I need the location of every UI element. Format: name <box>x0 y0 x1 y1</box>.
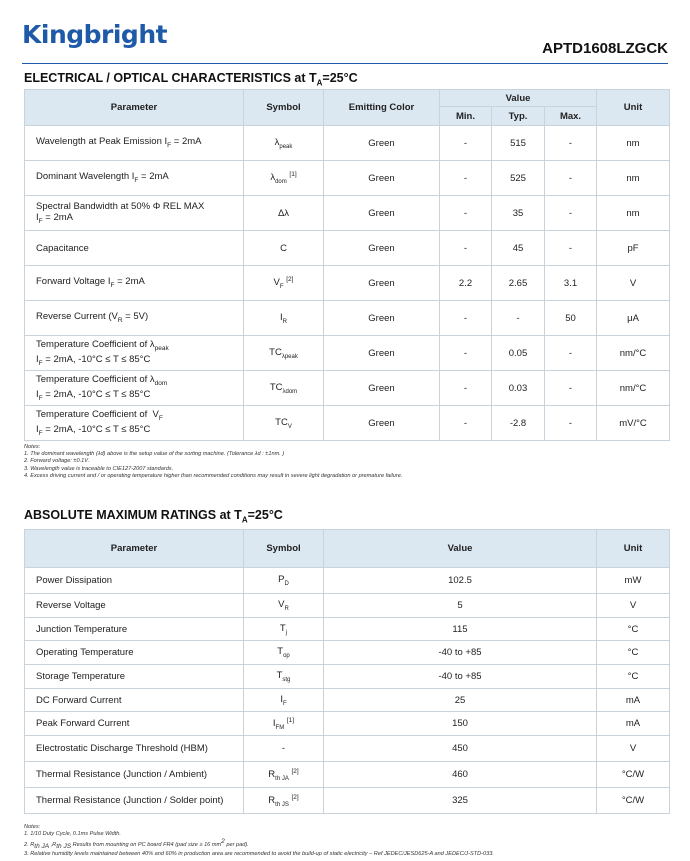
table-row <box>25 161 670 196</box>
emitting-color-cell: Green <box>324 266 440 301</box>
min-value-cell: - <box>440 406 492 441</box>
col-header-max: Max. <box>545 107 597 126</box>
typ-value-cell: 2.65 <box>492 266 545 301</box>
value-cell: 450 <box>324 736 597 762</box>
symbol-cell: $T_j$ <box>244 617 324 641</box>
table-row <box>25 788 670 814</box>
unit-cell: V <box>597 594 670 618</box>
symbol-cell: $I_R$ <box>244 301 324 336</box>
note-line: 2. Forward voltage: ±0.1V. <box>24 458 90 465</box>
max-value-cell: 3.1 <box>545 266 597 301</box>
min-value-cell: - <box>440 126 492 161</box>
unit-cell: °C/W <box>597 762 670 788</box>
brand-logo: Kingbright <box>22 20 168 49</box>
unit-cell: nm <box>597 126 670 161</box>
unit-cell: °C <box>597 617 670 641</box>
unit-cell: °C <box>597 665 670 689</box>
max-value-cell: - <box>545 371 597 406</box>
electrical-notes <box>24 444 402 480</box>
max-value-cell: - <box>545 406 597 441</box>
value-cell: -40 to +85 <box>324 665 597 689</box>
symbol-cell: Δλ <box>244 196 324 231</box>
col-header-unit: Unit <box>597 530 670 568</box>
typ-value-cell: 0.05 <box>492 336 545 371</box>
unit-cell: nm <box>597 196 670 231</box>
symbol-cell: $T_{op}$ <box>244 641 324 665</box>
electrical-table-body <box>25 126 670 441</box>
note-line: 3. Relative humidity levels maintained between 40% and 60% in production area are recommended to avoid the build-up of static electricity – Ref JEDEC/JESD625-A and JEDEC/J-STD-033. <box>24 850 494 857</box>
unit-cell: nm <box>597 161 670 196</box>
unit-cell: μA <box>597 301 670 336</box>
parameter-cell: Power Dissipation <box>25 568 244 594</box>
unit-cell: mA <box>597 712 670 736</box>
symbol-cell: $\lambda_{dom}$ [1] <box>244 161 324 196</box>
table-row <box>25 762 670 788</box>
col-header-value: Value <box>440 90 597 107</box>
note-line: 3. Wavelength value is traceable to CIE127-2007 standards. <box>24 465 174 472</box>
symbol-cell: $I_F$ <box>244 688 324 712</box>
unit-cell: °C/W <box>597 788 670 814</box>
unit-cell: nm/°C <box>597 371 670 406</box>
notes-heading: Notes: <box>24 444 41 450</box>
header-divider <box>22 63 668 64</box>
emitting-color-cell: Green <box>324 301 440 336</box>
value-cell: 460 <box>324 762 597 788</box>
value-cell: 115 <box>324 617 597 641</box>
table-row <box>25 231 670 266</box>
typ-value-cell: 525 <box>492 161 545 196</box>
symbol-cell: $T_{stg}$ <box>244 665 324 689</box>
parameter-cell: Operating Temperature <box>25 641 244 665</box>
symbol-cell: $TC_{\lambda dom}$ <box>244 371 324 406</box>
symbol-cell: $TC_V$ <box>244 406 324 441</box>
typ-value-cell: -2.8 <box>492 406 545 441</box>
parameter-cell: Capacitance <box>25 231 244 266</box>
parameter-cell: Reverse Voltage <box>25 594 244 618</box>
table-row <box>25 301 670 336</box>
unit-cell: pF <box>597 231 670 266</box>
part-number: APTD1608LZGCK <box>542 40 668 57</box>
electrical-section-title: ELECTRICAL / OPTICAL CHARACTERISTICS at $T_A=25^\circ C$ <box>24 71 358 88</box>
symbol-cell: $TC_{\lambda peak}$ <box>244 336 324 371</box>
notes-heading: Notes: <box>24 824 41 830</box>
table-row <box>25 665 670 689</box>
symbol-cell: $P_D$ <box>244 568 324 594</box>
max-value-cell: - <box>545 336 597 371</box>
table-row <box>25 617 670 641</box>
max-value-cell: - <box>545 161 597 196</box>
min-value-cell: - <box>440 196 492 231</box>
emitting-color-cell: Green <box>324 406 440 441</box>
note-line: 1. 1/10 Duty Cycle, 0.1ms Pulse Width. <box>24 831 121 838</box>
table-row <box>25 568 670 594</box>
value-cell: -40 to +85 <box>324 641 597 665</box>
unit-cell: V <box>597 736 670 762</box>
absolute-table-body <box>25 568 670 814</box>
max-value-cell: - <box>545 126 597 161</box>
symbol-cell: $I_{FM}$ [1] <box>244 712 324 736</box>
typ-value-cell: 0.03 <box>492 371 545 406</box>
table-row <box>25 594 670 618</box>
col-header-emitting-color: Emitting Color <box>324 90 440 126</box>
absolute-section-title: ABSOLUTE MAXIMUM RATINGS at $T_A=25^\circ C$ <box>24 508 283 525</box>
col-header-typ: Typ. <box>492 107 545 126</box>
note-line: 2. $R_{th JA}$ $,R_{th JS}$ Results from mounting on PC board FR4 (pad size ≥ 16 $mm^2$ per pad). <box>24 838 249 851</box>
unit-cell: mA <box>597 688 670 712</box>
max-value-cell: - <box>545 231 597 266</box>
parameter-cell: Electrostatic Discharge Threshold (HBM) <box>25 736 244 762</box>
col-header-parameter: Parameter <box>25 90 244 126</box>
typ-value-cell: - <box>492 301 545 336</box>
absolute-maximum-ratings-table <box>24 529 670 814</box>
typ-value-cell: 515 <box>492 126 545 161</box>
unit-cell: mV/°C <box>597 406 670 441</box>
col-header-parameter: Parameter <box>25 530 244 568</box>
min-value-cell: - <box>440 371 492 406</box>
typ-value-cell: 35 <box>492 196 545 231</box>
max-value-cell: 50 <box>545 301 597 336</box>
parameter-cell: Temperature Coefficient of $V_F$ $I_F = 2mA$, -10°C ≤ T ≤ 85°C <box>25 406 244 441</box>
table-row <box>25 641 670 665</box>
symbol-cell: C <box>244 231 324 266</box>
typ-value-cell: 45 <box>492 231 545 266</box>
parameter-cell: Dominant Wavelength $I_F = 2mA$ <box>25 161 244 196</box>
parameter-cell: Wavelength at Peak Emission $I_F = 2mA$ <box>25 126 244 161</box>
symbol-cell: $R_{th JA}$ [2] <box>244 762 324 788</box>
table-row <box>25 688 670 712</box>
unit-cell: mW <box>597 568 670 594</box>
value-cell: 102.5 <box>324 568 597 594</box>
table-row <box>25 126 670 161</box>
max-value-cell: - <box>545 196 597 231</box>
table-row <box>25 266 670 301</box>
note-line: 1. The dominant wavelength (λd) above is the setup value of the sorting machine. (Tolerance λd : ±1nm. ) <box>24 451 285 458</box>
emitting-color-cell: Green <box>324 196 440 231</box>
absolute-notes <box>24 824 494 858</box>
parameter-cell: Spectral Bandwidth at 50% Φ REL MAX $I_F = 2mA$ <box>25 196 244 231</box>
symbol-cell: $R_{th JS}$ [2] <box>244 788 324 814</box>
table-row <box>25 336 670 371</box>
parameter-cell: Peak Forward Current <box>25 712 244 736</box>
parameter-cell: Thermal Resistance (Junction / Ambient) <box>25 762 244 788</box>
table-row <box>25 406 670 441</box>
note-line: 4. Excess driving current and / or operating temperature higher than recommended conditions may result in severe light degradation or premature failure. <box>24 472 403 479</box>
col-header-unit: Unit <box>597 90 670 126</box>
symbol-cell: $V_R$ <box>244 594 324 618</box>
symbol-cell: - <box>244 736 324 762</box>
value-cell: 25 <box>324 688 597 712</box>
emitting-color-cell: Green <box>324 231 440 266</box>
col-header-min: Min. <box>440 107 492 126</box>
unit-cell: nm/°C <box>597 336 670 371</box>
unit-cell: °C <box>597 641 670 665</box>
min-value-cell: - <box>440 231 492 266</box>
min-value-cell: - <box>440 161 492 196</box>
parameter-cell: DC Forward Current <box>25 688 244 712</box>
electrical-characteristics-table <box>24 89 670 441</box>
symbol-cell: $V_F$ [2] <box>244 266 324 301</box>
value-cell: 150 <box>324 712 597 736</box>
parameter-cell: Temperature Coefficient of $\lambda_{dom}$ $I_F = 2mA$, -10°C ≤ T ≤ 85°C <box>25 371 244 406</box>
parameter-cell: Forward Voltage $I_F = 2mA$ <box>25 266 244 301</box>
col-header-symbol: Symbol <box>244 530 324 568</box>
table-row <box>25 196 670 231</box>
emitting-color-cell: Green <box>324 126 440 161</box>
table-row <box>25 371 670 406</box>
col-header-value: Value <box>324 530 597 568</box>
parameter-cell: Temperature Coefficient of $\lambda_{peak}$ $I_F = 2mA$, -10°C ≤ T ≤ 85°C <box>25 336 244 371</box>
emitting-color-cell: Green <box>324 371 440 406</box>
parameter-cell: Reverse Current $(V_R = 5V)$ <box>25 301 244 336</box>
unit-cell: V <box>597 266 670 301</box>
parameter-cell: Storage Temperature <box>25 665 244 689</box>
table-row <box>25 712 670 736</box>
table-row <box>25 736 670 762</box>
value-cell: 325 <box>324 788 597 814</box>
col-header-symbol: Symbol <box>244 90 324 126</box>
parameter-cell: Junction Temperature <box>25 617 244 641</box>
symbol-cell: $\lambda_{peak}$ <box>244 126 324 161</box>
min-value-cell: 2.2 <box>440 266 492 301</box>
emitting-color-cell: Green <box>324 336 440 371</box>
value-cell: 5 <box>324 594 597 618</box>
min-value-cell: - <box>440 301 492 336</box>
min-value-cell: - <box>440 336 492 371</box>
parameter-cell: Thermal Resistance (Junction / Solder point) <box>25 788 244 814</box>
emitting-color-cell: Green <box>324 161 440 196</box>
